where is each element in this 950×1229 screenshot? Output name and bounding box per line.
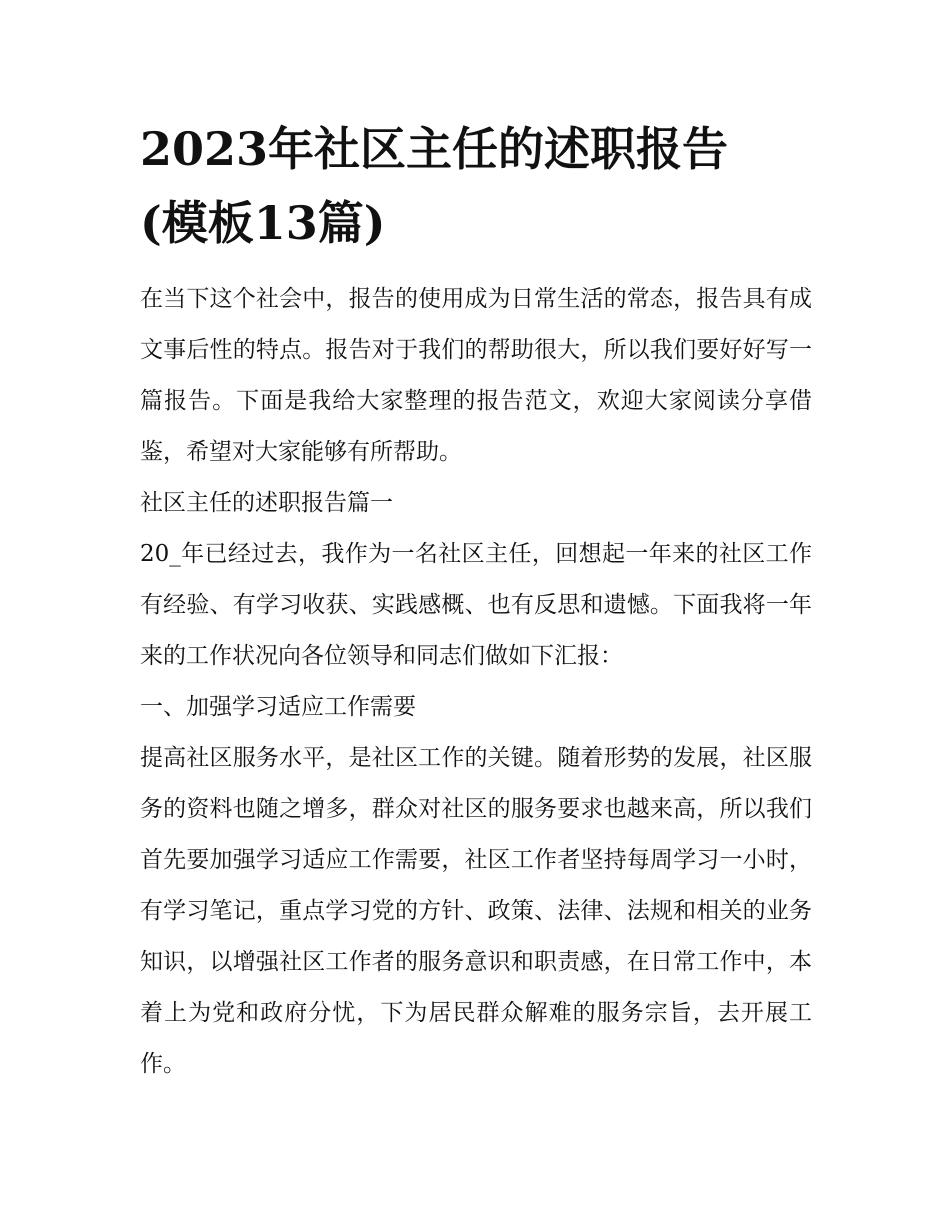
intro-paragraph: 在当下这个社会中，报告的使用成为日常生活的常态，报告具有成文事后性的特点。报告对于我们的帮助很大，所以我们要好好写一篇报告。下面是我给大家整理的报告范文，欢迎大家阅读分享借鉴，希望对大家能够有所帮助。 [140, 286, 812, 465]
document-title [140, 112, 812, 260]
document-page [140, 112, 812, 1090]
body-paragraph: 提高社区服务水平，是社区工作的关键。随着形势的发展，社区服务的资料也随之增多，群众对社区的服务要求也越来高，所以我们首先要加强学习适应工作需要，社区工作者坚持每周学习一小时，有学习笔记，重点学习党的方针、政策、法律、法规和相关的业务知识，以增强社区工作者的服务意识和职责感，在日常工作中，本着上为党和政府分忧，下为居民群众解难的服务宗旨，去开展工作。 [140, 745, 812, 1077]
title-line-1: 2023年社区主任的述职报告 [140, 122, 729, 176]
subsection-heading: 一、加强学习适应工作需要 [140, 694, 416, 720]
title-line-2: (模板13篇) [140, 196, 386, 250]
document-body [140, 274, 812, 1090]
body-paragraph: 20_年已经过去，我作为一名社区主任，回想起一年来的社区工作有经验、有学习收获、实践感概、也有反思和遗憾。下面我将一年来的工作状况向各位领导和同志们做如下汇报： [140, 541, 812, 669]
section-heading: 社区主任的述职报告篇一 [140, 490, 393, 516]
